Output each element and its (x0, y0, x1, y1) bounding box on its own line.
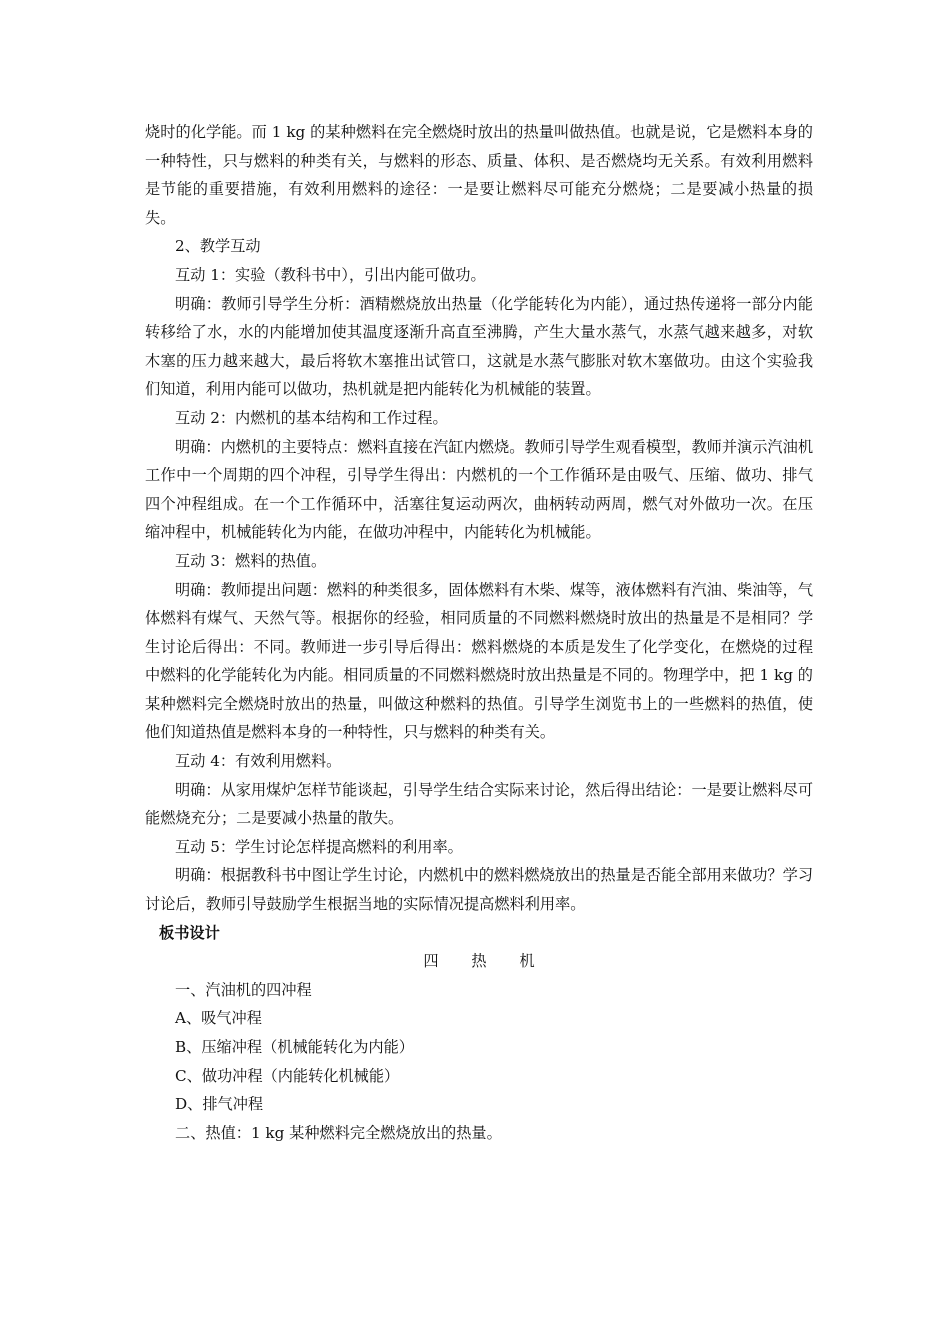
interaction-3-title: 互动 3：燃料的热值。 (175, 551, 327, 570)
section-heading-interaction: 2、教学互动 (175, 237, 261, 256)
intro-paragraph: 烧时的化学能。而 1 kg 的某种燃料在完全燃烧时放出的热量叫做热值。也就是说，它是燃料本身的一种特性，只与燃料的种类有关，与燃料的形态、质量、体积、是否燃烧均无关系。有效利用燃料是节能的重要措施，有效利用燃料的途径：一是要让燃料尽可能充分燃烧；二是要减小热量的损失。 (145, 123, 813, 227)
board-line-4: C、做功冲程（内能转化机械能） (175, 1066, 400, 1085)
interaction-5-title: 互动 5：学生讨论怎样提高燃料的利用率。 (175, 837, 463, 856)
interaction-4-body: 明确：从家用煤炉怎样节能谈起，引导学生结合实际来讨论，然后得出结论：一是要让燃料尽可能燃烧充分；二是要减小热量的散失。 (145, 780, 813, 828)
interaction-2-body: 明确：内燃机的主要特点：燃料直接在汽缸内燃烧。教师引导学生观看模型，教师并演示汽油机工作中一个周期的四个冲程，引导学生得出：内燃机的一个工作循环是由吸气、压缩、做功、排气四个冲程组成。在一个工作循环中，活塞往复运动两次，曲柄转动两周，燃气对外做功一次。在压缩冲程中，机械能转化为内能，在做功冲程中，内能转化为机械能。 (145, 437, 813, 542)
interaction-4-title: 互动 4：有效利用燃料。 (175, 752, 342, 771)
board-line-3: B、压缩冲程（机械能转化为内能） (175, 1038, 414, 1056)
interaction-5-body: 明确：根据教科书中图让学生讨论，内燃机中的燃料燃烧放出的热量是否能全部用来做功？学习讨论后，教师引导鼓励学生根据当地的实际情况提高燃料利用率。 (145, 866, 813, 914)
board-line-1: 一、汽油机的四冲程 (175, 980, 312, 999)
board-design-heading: 板书设计 (159, 923, 220, 942)
interaction-1-body: 明确：教师引导学生分析：酒精燃烧放出热量（化学能转化为内能），通过热传递将一部分内能转移给了水，水的内能增加使其温度逐渐升高直至沸腾，产生大量水蒸气，水蒸气越来越多，对软木塞的压力越来越大，最后将软木塞推出试管口，这就是水蒸气膨胀对软木塞做功。由这个实验我们知道，利用内能可以做功，热机就是把内能转化为机械能的装置。 (145, 294, 813, 399)
board-title: 四 热 机 (423, 952, 549, 971)
document-page (145, 118, 813, 1147)
board-line-2: A、吸气冲程 (175, 1009, 262, 1028)
board-line-6: 二、热值：1 kg 某种燃料完全燃烧放出的热量。 (175, 1123, 502, 1142)
board-line-5: D、排气冲程 (175, 1095, 264, 1114)
interaction-2-title: 互动 2：内燃机的基本结构和工作过程。 (175, 408, 448, 427)
interaction-3-body: 明确：教师提出问题：燃料的种类很多，固体燃料有木柴、煤等，液体燃料有汽油、柴油等，气体燃料有煤气、天然气等。根据你的经验，相同质量的不同燃料燃烧时放出的热量是不是相同？学生讨论后得出：不同。教师进一步引导后得出：燃料燃烧的本质是发生了化学变化，在燃烧的过程中燃料的化学能转化为内能。相同质量的不同燃料燃烧时放出热量是不同的。物理学中，把 1 kg 的某种燃料完全燃烧时放出的热量，叫做这种燃料的热值。引导学生浏览书上的一些燃料的热值，使他们知道热值是燃料本身的一种特性，只与燃料的种类有关。 (145, 580, 813, 742)
interaction-1-title: 互动 1：实验（教科书中），引出内能可做功。 (175, 265, 486, 284)
